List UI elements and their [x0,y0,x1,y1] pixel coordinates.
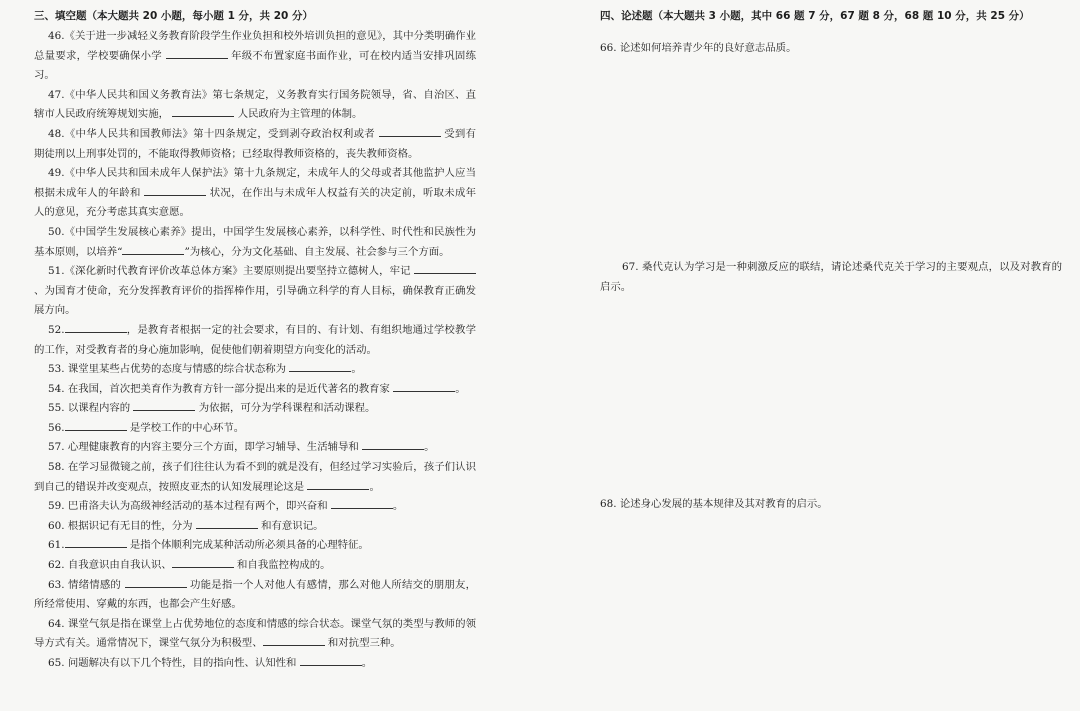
answer-blank [65,536,127,548]
answer-blank [166,47,228,59]
fill-in-question [34,380,476,400]
question-text: 受到有期徒刑以上刑事处罚的，不能取得教师资格；已经取得教师资格的，丧失教师资格。 [34,127,476,160]
question-text: 52. [48,323,65,336]
answer-blank [65,321,127,333]
section-heading: 四、论述题（本大题共 3 小题，其中 66 题 7 分，67 题 8 分，68 题 10 分，共 25 分） [600,10,1030,22]
fill-in-question [34,223,476,262]
question-text: 和自我监控构成的。 [233,559,331,572]
answer-blank [414,262,476,274]
answer-blank [144,184,206,196]
question-text: 48.《中华人民共和国教师法》第十四条规定，受到剥夺政治权利或者 [48,127,379,140]
fill-in-question [34,27,476,86]
fill-in-question [34,321,476,360]
question-text: 62. 自我意识由自我认识、 [48,559,172,572]
fill-in-question [34,360,476,380]
fill-in-question [34,86,476,125]
question-text: 是指个体顺利完成某种活动所必须具备的心理特征。 [126,539,369,552]
answer-blank [289,360,351,372]
question-text: 58. 在学习显微镜之前，孩子们往往认为看不到的就是没有，但经过学习实验后，孩子们认识到自己的错误并改变观点，按照皮亚杰的认知发展理论这是 [34,461,476,493]
answer-blank [172,105,234,117]
fill-in-question [34,654,476,674]
fill-in-question [34,164,476,223]
answer-blank [172,556,234,568]
section-heading: 三、填空题（本大题共 20 小题，每小题 1 分，共 20 分） [34,10,313,22]
answer-blank [263,634,325,646]
question-text: ，是教育者根据一定的社会要求，有目的、有计划、有组织地通过学校教学的工作，对受教育者的身心施加影响，促使他们朝着期望方向变化的活动。 [34,323,476,356]
question-text: 55. 以课程内容的 [48,402,134,415]
answer-blank [379,125,441,137]
question-text: 。 [455,382,466,395]
question-text: 54. 在我国，首次把美育作为教育方针一部分提出来的是近代著名的教育家 [48,382,394,395]
question-text: 是学校工作的中心环节。 [126,421,245,434]
answer-blank [65,419,127,431]
answer-blank [122,243,184,255]
question-text: 状况，在作出与未成年人权益有关的决定前，听取未成年人的意见，充分考虑其真实意愿。 [34,186,476,219]
answer-blank [393,380,455,392]
answer-blank [133,399,195,411]
question-text: 。 [392,500,404,513]
answer-blank [331,497,393,509]
essay-question-66: 66. 论述如何培养青少年的良好意志品质。 [600,42,797,55]
question-text: 、为国育才使命，充分发挥教育评价的指挥棒作用，引导确立科学的育人目标，确保教育正确发展方向。 [34,284,476,317]
question-text: 63. 情绪情感的 [48,578,125,591]
fill-in-question [34,556,476,576]
answer-blank [307,478,369,490]
question-text: 60. 根据识记有无目的性，分为 [48,519,196,532]
question-text: 。 [351,363,362,376]
question-text: 46.《关于进一步减轻义务教育阶段学生作业负担和校外培训负担的意见》，其中分类明确作业总量要求，学校要确保小学 [34,30,476,62]
essay-question-67: 67. 桑代克认为学习是一种刺激反应的联结，请论述桑代克关于学习的主要观点，以及对教育的启示。 [600,261,1062,293]
fill-in-section [34,0,476,674]
question-text: 57. 心理健康教育的内容主要分三个方面，即学习辅导、生活辅导和 [48,441,363,454]
fill-in-question [34,458,476,497]
question-text: 64. 课堂气氛是指在课堂上占优势地位的态度和情感的综合状态。课堂气氛的类型与教师的领导方式有关。通常情况下，课堂气氛分为积极型、 [34,617,476,650]
question-text: 功能是指一个人对他人有感情，那么对他人所结交的朋朋友，所经常使用、穿戴的东西，也都会产生好感。 [34,578,476,611]
fill-in-question [34,125,476,164]
question-text: 59. 巴甫洛夫认为高级神经活动的基本过程有两个，即兴奋和 [48,500,331,513]
question-text: ”为核心，分为文化基础、自主发展、社会参与三个方面。 [184,245,450,258]
essay-question-68: 68. 论述身心发展的基本规律及其对教育的启示。 [600,498,828,511]
question-list [34,27,476,674]
fill-in-question [34,615,476,654]
fill-in-question [34,262,476,321]
question-text: 61. [48,539,65,552]
fill-in-question [34,438,476,458]
question-text: 。 [424,441,435,454]
answer-blank [300,654,362,666]
question-text: 56. [48,421,65,434]
question-text: 年级不布置家庭书面作业，可在校内适当安排巩固练习。 [34,49,476,82]
answer-blank [196,517,258,529]
fill-in-question [34,497,476,517]
fill-in-question [34,399,476,419]
question-text: 和有意识记。 [257,519,324,532]
fill-in-question [34,536,476,556]
question-text: 47.《中华人民共和国义务教育法》第七条规定，义务教育实行国务院领导，省、自治区、直辖市人民政府统筹规划实施， [34,88,476,121]
fill-in-question [34,419,476,439]
answer-blank [362,438,424,450]
fill-in-question [34,576,476,615]
answer-blank [125,576,187,588]
question-text: 53. 课堂里某些占优势的态度与情感的综合状态称为 [48,363,290,376]
fill-in-question [34,517,476,537]
question-text: 51.《深化新时代教育评价改革总体方案》主要原则提出要坚持立德树人，牢记 [48,265,414,278]
question-text: 。 [369,480,380,493]
essay-section [600,0,1070,511]
question-text: 49.《中华人民共和国未成年人保护法》第十九条规定，未成年人的父母或者其他监护人应当根据未成年人的年龄和 [34,167,476,199]
question-text: 65. 问题解决有以下几个特性，目的指向性、认知性和 [48,657,300,669]
question-text: 。 [361,657,373,669]
question-text: 人民政府为主管理的体制。 [234,108,363,121]
question-text: 为依据，可分为学科课程和活动课程。 [195,402,376,415]
question-text: 和对抗型三种。 [324,637,401,650]
question-text: 50.《中国学生发展核心素养》提出，中国学生发展核心素养，以科学性、时代性和民族性为基本原则，以培养“ [34,225,476,258]
